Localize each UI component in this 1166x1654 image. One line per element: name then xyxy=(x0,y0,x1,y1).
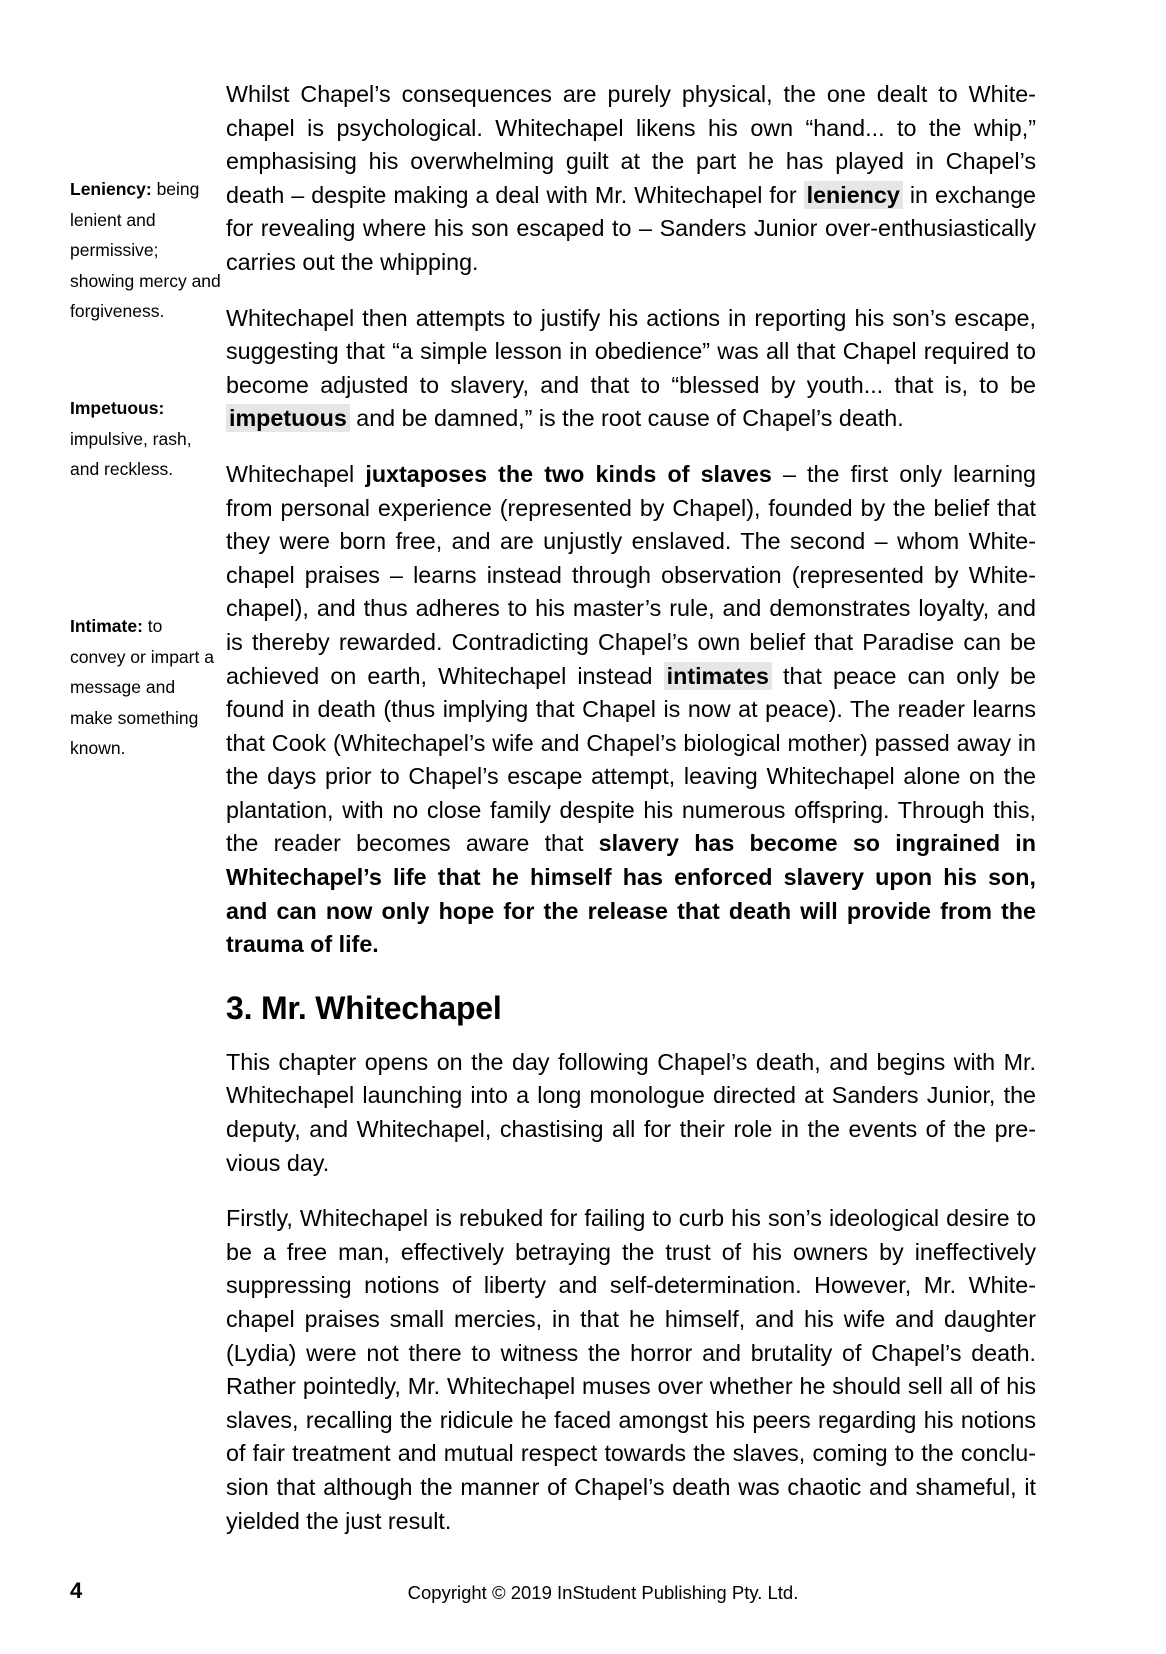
page-footer xyxy=(0,1578,1166,1618)
margin-note-impetuous xyxy=(70,393,222,485)
paragraph-2-text-b: and be damned,” is the root cause of Chapel’s death. xyxy=(349,405,904,432)
paragraph-3-text-c: that peace can only be found in death (thus implying that Chapel is now at peace). The reader learns that Cook (Whitechapel’s wife and Chapel’s biological mother) passed away in the days prior to Chapel’s escape attempt, leaving Whitechapel alone on the plantation, with no close family despite his numerous offspring. Through this, the reader becomes aware that xyxy=(226,662,1036,857)
section-heading: 3. Mr. Whitechapel xyxy=(226,989,502,1026)
paragraph-4: This chapter opens on the day following Chapel’s death, and begins with Mr. Whitechapel launching into a long monologue directed at Sanders Junior, the deputy, and Whitechapel, chastising all for their role in the events of the pre-vious day. xyxy=(226,1048,1036,1176)
main-text-column xyxy=(226,78,1036,1538)
paragraph-2 xyxy=(226,302,1036,436)
paragraph-1 xyxy=(226,78,1036,280)
paragraph-5: Firstly, Whitechapel is rebuked for failing to curb his son’s ideological desire to be a free man, effectively betraying the trust of his owners by ineffectively suppressing notions of liberty and self-determination. However, Mr. White-chapel praises small mercies, in that he himself, and his wife and daughter (Lydia) were not there to witness the horror and brutality of Chapel’s death. Rather pointedly, Mr. Whitechapel muses over whether he should sell all of his slaves, recalling the ridicule he faced amongst his peers regarding his notions of fair treatment and mutual respect towards the slaves, coming to the conclu-sion that although the manner of Chapel’s death was chaotic and shameful, it yielded the just result. xyxy=(226,1205,1036,1534)
margin-note-definition: to convey or impart a message and make something known. xyxy=(70,616,214,758)
margin-note-definition: being lenient and permissive; showing mercy and forgiveness. xyxy=(70,179,221,321)
bold-phrase-juxtaposes: juxtaposes the two kinds of slaves xyxy=(365,460,772,487)
margin-note-term: Leniency: xyxy=(70,179,152,199)
page-number: 4 xyxy=(70,1578,83,1603)
copyright-notice: Copyright © 2019 InStudent Publishing Pty. Ltd. xyxy=(407,1582,799,1603)
highlighted-term-impetuous: impetuous xyxy=(226,404,350,432)
margin-note-leniency xyxy=(70,174,222,327)
paragraph-3 xyxy=(226,458,1036,962)
highlighted-term-intimates: intimates xyxy=(664,662,772,690)
margin-note-intimate xyxy=(70,611,222,764)
margin-note-definition: impulsive, rash, and reckless. xyxy=(70,428,192,479)
paragraph-3-text-b: – the first only learning from personal experience (represented by Chapel), founded by the belief that they were born free, and are unjustly enslaved. The second – whom White-chapel praises – learns instead through observation (represented by White-chapel), and thus adheres to his master’s rule, and demonstrates loyalty, and is thereby rewarded. Contradicting Chapel’s own belief that Paradise can be achieved on earth, Whitechapel instead xyxy=(226,460,1036,689)
paragraph-1-text-b: in exchange for revealing where his son escaped to – Sanders Junior over-enthusiastically carries out the whipping. xyxy=(226,181,1036,275)
bold-phrase-slavery-ingrained: slavery has become so ingrained in Whitechapel’s life that he himself has enforced slavery upon his son, and can now only hope for the release that death will provide from the trauma of life. xyxy=(226,830,1036,958)
margin-note-term: Impetuous: xyxy=(70,398,165,418)
highlighted-term-leniency: leniency xyxy=(804,181,903,209)
paragraph-2-text-a: Whitechapel then attempts to justify his actions in reporting his son’s escape, suggesting that “a simple lesson in obedience” was all that Chapel required to become adjusted to slavery, and that to “blessed by youth... that is, to be xyxy=(226,304,1036,398)
margin-note-term: Intimate: xyxy=(70,616,143,636)
paragraph-3-text-a: Whitechapel xyxy=(226,460,366,487)
paragraph-1-text-a: Whilst Chapel’s consequences are purely physical, the one dealt to White-chapel is psychological. Whitechapel likens his own “hand... to the whip,” emphasising his overwhelming guilt at the part he has played in Chapel’s death – despite making a deal with Mr. Whitechapel for xyxy=(226,81,1036,208)
